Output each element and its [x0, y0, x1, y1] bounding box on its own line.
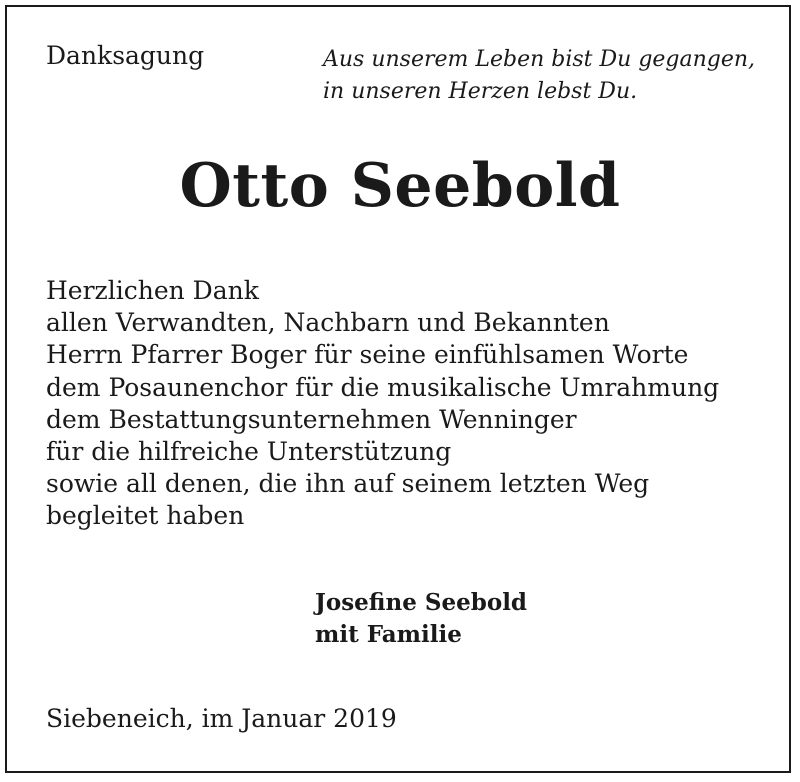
motto-quote [323, 44, 783, 108]
thanks-line: dem Posaunenchor für die musikalische Umrahmung [46, 372, 720, 402]
thanks-line: dem Bestattungsunternehmen Wenninger [46, 404, 577, 434]
thanks-line: für die hilfreiche Unterstützung [46, 437, 452, 467]
thanks-line: Herzlichen Dank [46, 276, 259, 305]
deceased-name: Otto Seebold [179, 151, 621, 221]
thanks-line: sowie all denen, die ihn auf seinem letzten Weg [46, 469, 650, 499]
thanks-text [46, 275, 719, 533]
motto-line: Aus unserem Leben bist Du gegangen, [323, 47, 756, 72]
thanks-line: Herrn Pfarrer Boger für seine einfühlsamen Worte [46, 340, 689, 370]
signature-line: mit Familie [315, 621, 462, 648]
thanks-line: allen Verwandten, Nachbarn und Bekannten [46, 308, 610, 338]
motto-line: in unseren Herzen lebst Du. [323, 79, 638, 104]
notice-heading: Danksagung [46, 41, 205, 70]
signature-line: Josefine Seebold [315, 589, 528, 616]
place-and-date: Siebeneich, im Januar 2019 [46, 704, 397, 733]
signature [315, 587, 527, 651]
thanks-line: begleitet haben [46, 501, 245, 531]
